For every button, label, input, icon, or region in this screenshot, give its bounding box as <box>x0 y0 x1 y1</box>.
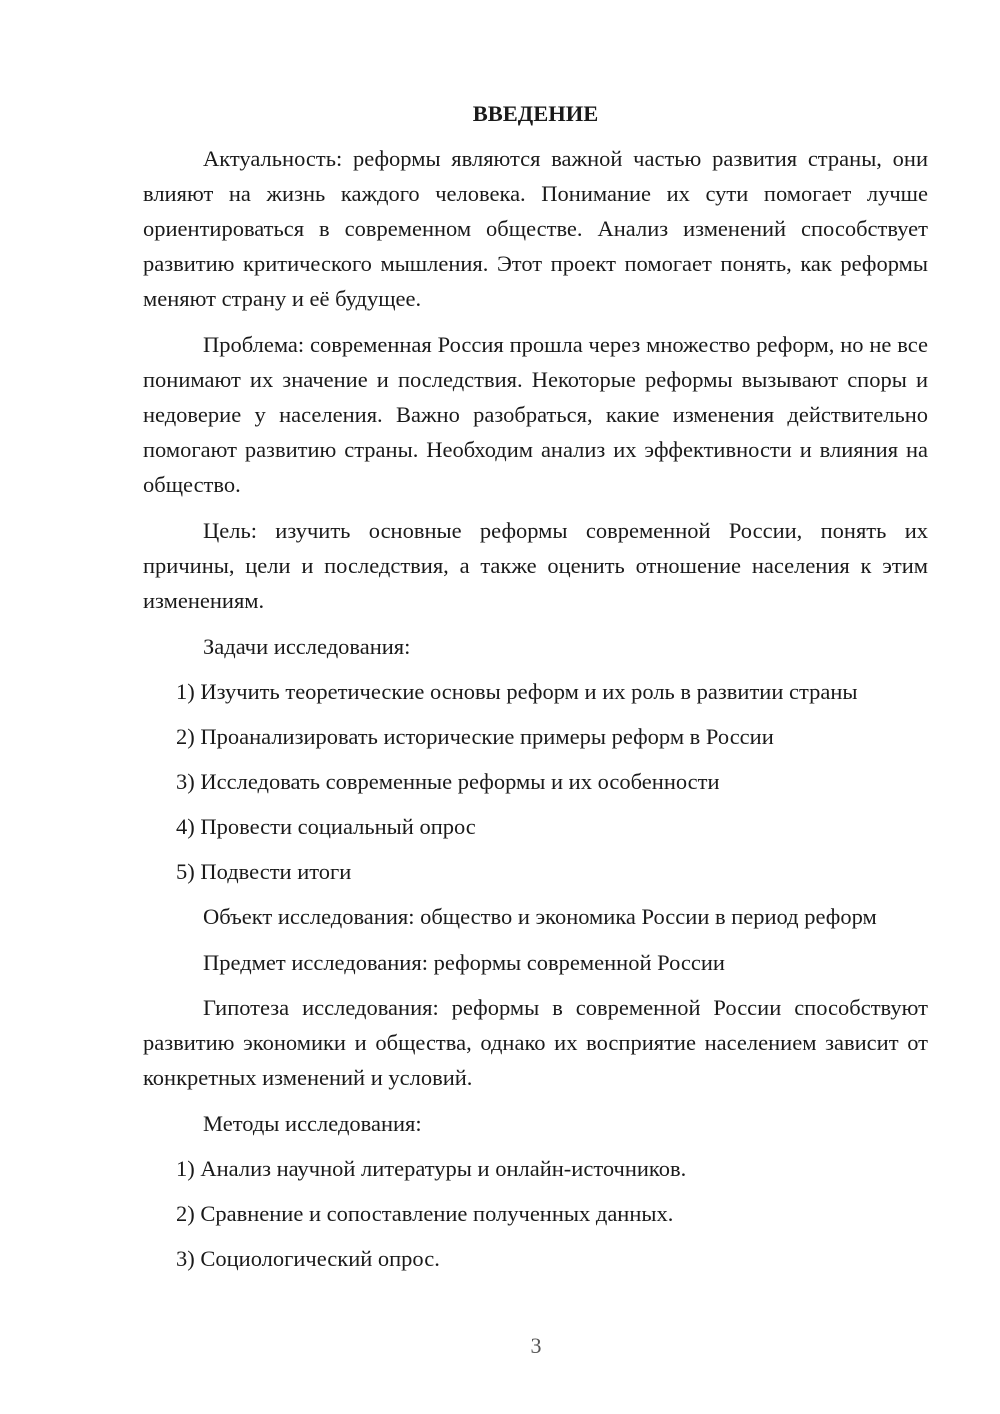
tasks-list <box>143 674 928 889</box>
page-content <box>143 96 928 1286</box>
methods-list <box>143 1151 928 1276</box>
hypothesis-paragraph: Гипотеза исследования: реформы в современной России способствуют развитию экономики и общества, однако их восприятие населением зависит от конкретных изменений и условий. <box>143 995 928 1090</box>
method-item: 1) Анализ научной литературы и онлайн-источников. <box>176 1156 687 1181</box>
method-item: 2) Сравнение и сопоставление полученных данных. <box>176 1201 674 1226</box>
subject-paragraph: Предмет исследования: реформы современной России <box>203 950 725 975</box>
task-item: 2) Проанализировать исторические примеры реформ в России <box>176 724 774 749</box>
methods-label: Методы исследования: <box>203 1111 422 1136</box>
problem-paragraph: Проблема: современная Россия прошла через множество реформ, но не все понимают их значение и последствия. Некоторые реформы вызывают споры и недоверие у населения. Важно разобраться, какие изменения действительно помогают развитию страны. Необходим анализ их эффективности и влияния на общество. <box>143 332 928 497</box>
method-item: 3) Социологический опрос. <box>176 1246 440 1271</box>
task-item: 5) Подвести итоги <box>176 859 352 884</box>
section-heading: ВВЕДЕНИЕ <box>472 101 599 126</box>
relevance-paragraph: Актуальность: реформы являются важной частью развития страны, они влияют на жизнь каждого человека. Понимание их сути помогает лучше ориентироваться в современном обществе. Анализ изменений способствует развитию критического мышления. Этот проект помогает понять, как реформы меняют страну и её будущее. <box>143 146 928 311</box>
task-item: 1) Изучить теоретические основы реформ и их роль в развитии страны <box>176 679 858 704</box>
page-number: 3 <box>530 1333 542 1358</box>
task-item: 3) Исследовать современные реформы и их особенности <box>176 769 720 794</box>
tasks-label: Задачи исследования: <box>203 634 411 659</box>
task-item: 4) Провести социальный опрос <box>176 814 476 839</box>
object-paragraph: Объект исследования: общество и экономика России в период реформ <box>203 904 877 929</box>
goal-paragraph: Цель: изучить основные реформы современной России, понять их причины, цели и последствия, а также оценить отношение населения к этим изменениям. <box>143 518 928 613</box>
